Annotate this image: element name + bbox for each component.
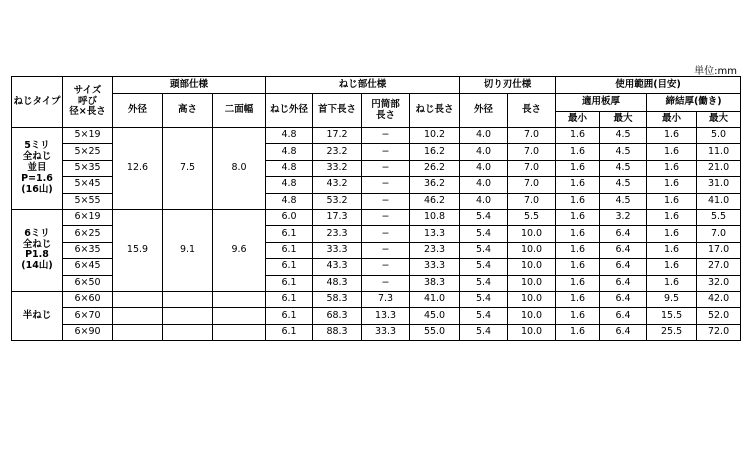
thread-length-cell: 16.2 <box>410 144 460 160</box>
thread-outer-diameter-cell: 6.1 <box>266 275 313 291</box>
thread-outer-diameter-cell: 4.8 <box>266 177 313 193</box>
screw-type-line: 全ねじ <box>22 238 52 250</box>
fasten-min-cell: 1.6 <box>647 242 697 258</box>
cylinder-length-cell: − <box>362 275 410 291</box>
cylinder-length-cell: − <box>362 226 410 242</box>
under-head-length-cell: 17.2 <box>313 128 362 144</box>
thread-outer-diameter-cell: 6.0 <box>266 209 313 225</box>
fasten-min-cell: 1.6 <box>647 144 697 160</box>
cut-length-cell: 10.0 <box>508 259 556 275</box>
cut-length-cell: 7.0 <box>508 193 556 209</box>
header-thread-spec: ねじ部仕様 <box>266 77 460 94</box>
cut-length-cell: 10.0 <box>508 242 556 258</box>
plate-min-cell: 1.6 <box>556 291 600 307</box>
cylinder-length-cell: 13.3 <box>362 308 410 324</box>
header-fasten-max: 最大 <box>697 112 741 128</box>
cut-length-cell: 7.0 <box>508 177 556 193</box>
fasten-min-cell: 1.6 <box>647 259 697 275</box>
fasten-min-cell: 1.6 <box>647 193 697 209</box>
cut-length-cell: 7.0 <box>508 144 556 160</box>
thread-length-cell: 45.0 <box>410 308 460 324</box>
cut-length-cell: 5.5 <box>508 209 556 225</box>
fasten-max-cell: 31.0 <box>697 177 741 193</box>
cut-outer-diameter-cell: 5.4 <box>460 275 508 291</box>
fasten-min-cell: 1.6 <box>647 226 697 242</box>
fasten-max-cell: 17.0 <box>697 242 741 258</box>
table-row <box>12 209 741 225</box>
thread-outer-diameter-cell: 6.1 <box>266 308 313 324</box>
cylinder-length-cell: 33.3 <box>362 324 410 340</box>
fasten-min-cell: 25.5 <box>647 324 697 340</box>
fasten-min-cell: 1.6 <box>647 128 697 144</box>
thread-outer-diameter-cell: 6.1 <box>266 259 313 275</box>
screw-type-line: 半ねじ <box>22 309 52 321</box>
cut-length-cell: 10.0 <box>508 291 556 307</box>
head-height-cell: 7.5 <box>163 128 213 210</box>
header-applicable-plate: 適用板厚 <box>556 94 647 112</box>
plate-max-cell: 6.4 <box>600 324 647 340</box>
fasten-max-cell: 21.0 <box>697 160 741 176</box>
size-cell: 6×45 <box>63 259 113 275</box>
thread-length-cell: 10.8 <box>410 209 460 225</box>
thread-outer-diameter-cell: 4.8 <box>266 193 313 209</box>
cylinder-length-cell: − <box>362 128 410 144</box>
size-cell: 5×35 <box>63 160 113 176</box>
screw-type-line: P=1.6 <box>21 172 53 184</box>
table-row <box>12 308 741 324</box>
cylinder-length-cell: − <box>362 160 410 176</box>
plate-min-cell: 1.6 <box>556 275 600 291</box>
screw-type-line: (16山) <box>21 183 53 195</box>
header-head-spec: 頭部仕様 <box>113 77 266 94</box>
cylinder-length-cell: − <box>362 177 410 193</box>
head-outer-diameter-cell <box>113 291 163 307</box>
thread-length-cell: 26.2 <box>410 160 460 176</box>
head-width-across-flats-cell: 9.6 <box>213 209 266 291</box>
head-height-cell <box>163 291 213 307</box>
cut-outer-diameter-cell: 4.0 <box>460 177 508 193</box>
thread-outer-diameter-cell: 6.1 <box>266 242 313 258</box>
cylinder-length-cell: − <box>362 242 410 258</box>
cut-outer-diameter-cell: 4.0 <box>460 193 508 209</box>
screw-type-cell <box>12 128 63 210</box>
plate-min-cell: 1.6 <box>556 242 600 258</box>
screw-type-line: 6ミリ <box>24 227 50 239</box>
head-height-cell <box>163 308 213 324</box>
under-head-length-cell: 43.2 <box>313 177 362 193</box>
thread-length-cell: 55.0 <box>410 324 460 340</box>
header-usage-range: 使用範囲(目安) <box>556 77 741 94</box>
cut-outer-diameter-cell: 5.4 <box>460 209 508 225</box>
plate-min-cell: 1.6 <box>556 144 600 160</box>
header-fastening-thickness: 締結厚(働き) <box>647 94 741 112</box>
size-cell: 5×25 <box>63 144 113 160</box>
cylinder-length-cell: − <box>362 259 410 275</box>
cylinder-length-cell: − <box>362 144 410 160</box>
size-cell: 6×35 <box>63 242 113 258</box>
fasten-max-cell: 72.0 <box>697 324 741 340</box>
cylinder-length-cell: − <box>362 193 410 209</box>
thread-length-cell: 38.3 <box>410 275 460 291</box>
under-head-length-cell: 23.2 <box>313 144 362 160</box>
plate-max-cell: 4.5 <box>600 160 647 176</box>
fasten-max-cell: 5.5 <box>697 209 741 225</box>
cut-outer-diameter-cell: 4.0 <box>460 144 508 160</box>
plate-max-cell: 3.2 <box>600 209 647 225</box>
fasten-min-cell: 15.5 <box>647 308 697 324</box>
screw-type-line: P1.8 <box>25 249 49 261</box>
size-cell: 6×25 <box>63 226 113 242</box>
header-cut-length: 長さ <box>508 94 556 128</box>
thread-length-cell: 36.2 <box>410 177 460 193</box>
thread-outer-diameter-cell: 6.1 <box>266 291 313 307</box>
thread-outer-diameter-cell: 6.1 <box>266 324 313 340</box>
unit-label: 単位:mm <box>694 66 737 77</box>
table-row <box>12 291 741 307</box>
under-head-length-cell: 43.3 <box>313 259 362 275</box>
table-row <box>12 324 741 340</box>
fasten-max-cell: 7.0 <box>697 226 741 242</box>
plate-max-cell: 6.4 <box>600 291 647 307</box>
under-head-length-cell: 17.3 <box>313 209 362 225</box>
plate-max-cell: 4.5 <box>600 144 647 160</box>
head-width-across-flats-cell: 8.0 <box>213 128 266 210</box>
header-cylinder-length: 円筒部 長さ <box>362 94 410 128</box>
under-head-length-cell: 58.3 <box>313 291 362 307</box>
fasten-max-cell: 27.0 <box>697 259 741 275</box>
fasten-min-cell: 1.6 <box>647 177 697 193</box>
thread-length-cell: 46.2 <box>410 193 460 209</box>
cut-length-cell: 7.0 <box>508 128 556 144</box>
header-under-head-length: 首下長さ <box>313 94 362 128</box>
thread-length-cell: 33.3 <box>410 259 460 275</box>
under-head-length-cell: 88.3 <box>313 324 362 340</box>
plate-min-cell: 1.6 <box>556 259 600 275</box>
thread-outer-diameter-cell: 4.8 <box>266 160 313 176</box>
cylinder-length-cell: 7.3 <box>362 291 410 307</box>
plate-max-cell: 4.5 <box>600 177 647 193</box>
plate-min-cell: 1.6 <box>556 324 600 340</box>
header-head-height: 高さ <box>163 94 213 128</box>
plate-max-cell: 6.4 <box>600 242 647 258</box>
screw-type-line: (14山) <box>21 260 53 272</box>
size-cell: 6×50 <box>63 275 113 291</box>
screw-type-cell <box>12 209 63 291</box>
header-plate-min: 最小 <box>556 112 600 128</box>
head-outer-diameter-cell: 12.6 <box>113 128 163 210</box>
screw-type-line: 全ねじ <box>22 151 52 163</box>
header-plate-max: 最大 <box>600 112 647 128</box>
fasten-max-cell: 52.0 <box>697 308 741 324</box>
fasten-max-cell: 5.0 <box>697 128 741 144</box>
cut-length-cell: 10.0 <box>508 308 556 324</box>
plate-min-cell: 1.6 <box>556 160 600 176</box>
header-fasten-min: 最小 <box>647 112 697 128</box>
thread-length-cell: 13.3 <box>410 226 460 242</box>
plate-min-cell: 1.6 <box>556 128 600 144</box>
header-head-outer-diameter: 外径 <box>113 94 163 128</box>
header-head-width-across-flats: 二面幅 <box>213 94 266 128</box>
under-head-length-cell: 33.2 <box>313 160 362 176</box>
cut-outer-diameter-cell: 5.4 <box>460 259 508 275</box>
head-width-across-flats-cell <box>213 291 266 307</box>
under-head-length-cell: 68.3 <box>313 308 362 324</box>
under-head-length-cell: 33.3 <box>313 242 362 258</box>
plate-min-cell: 1.6 <box>556 177 600 193</box>
size-cell: 6×60 <box>63 291 113 307</box>
plate-max-cell: 4.5 <box>600 193 647 209</box>
cut-length-cell: 10.0 <box>508 226 556 242</box>
plate-max-cell: 6.4 <box>600 308 647 324</box>
head-outer-diameter-cell: 15.9 <box>113 209 163 291</box>
cut-length-cell: 10.0 <box>508 324 556 340</box>
table-row <box>12 128 741 144</box>
thread-length-cell: 10.2 <box>410 128 460 144</box>
fasten-min-cell: 1.6 <box>647 275 697 291</box>
under-head-length-cell: 53.2 <box>313 193 362 209</box>
cut-outer-diameter-cell: 5.4 <box>460 242 508 258</box>
size-cell: 5×19 <box>63 128 113 144</box>
header-cut-spec: 切り刃仕様 <box>460 77 556 94</box>
cut-outer-diameter-cell: 5.4 <box>460 226 508 242</box>
thread-length-cell: 41.0 <box>410 291 460 307</box>
size-cell: 6×90 <box>63 324 113 340</box>
thread-outer-diameter-cell: 4.8 <box>266 144 313 160</box>
size-cell: 5×55 <box>63 193 113 209</box>
spec-table-body <box>12 128 741 341</box>
head-width-across-flats-cell <box>213 308 266 324</box>
plate-max-cell: 6.4 <box>600 226 647 242</box>
screw-type-line: 並目 <box>27 162 47 174</box>
fasten-max-cell: 42.0 <box>697 291 741 307</box>
thread-outer-diameter-cell: 6.1 <box>266 226 313 242</box>
fasten-min-cell: 9.5 <box>647 291 697 307</box>
fasten-max-cell: 41.0 <box>697 193 741 209</box>
header-size: サイズ 呼び 径×長さ <box>63 77 113 128</box>
plate-max-cell: 4.5 <box>600 128 647 144</box>
cut-outer-diameter-cell: 4.0 <box>460 128 508 144</box>
thread-outer-diameter-cell: 4.8 <box>266 128 313 144</box>
thread-length-cell: 23.3 <box>410 242 460 258</box>
head-height-cell <box>163 324 213 340</box>
plate-max-cell: 6.4 <box>600 259 647 275</box>
fasten-min-cell: 1.6 <box>647 209 697 225</box>
size-cell: 6×19 <box>63 209 113 225</box>
head-width-across-flats-cell <box>213 324 266 340</box>
cut-outer-diameter-cell: 5.4 <box>460 291 508 307</box>
plate-max-cell: 6.4 <box>600 275 647 291</box>
plate-min-cell: 1.6 <box>556 193 600 209</box>
screw-type-cell <box>12 291 63 340</box>
under-head-length-cell: 48.3 <box>313 275 362 291</box>
screw-type-line: 5ミリ <box>24 140 50 152</box>
header-thread-length: ねじ長さ <box>410 94 460 128</box>
head-height-cell: 9.1 <box>163 209 213 291</box>
header-thread-outer-diameter: ねじ外径 <box>266 94 313 128</box>
cut-outer-diameter-cell: 5.4 <box>460 308 508 324</box>
cylinder-length-cell: − <box>362 209 410 225</box>
cut-outer-diameter-cell: 4.0 <box>460 160 508 176</box>
size-cell: 6×70 <box>63 308 113 324</box>
header-type: ねじタイプ <box>12 77 63 128</box>
size-cell: 5×45 <box>63 177 113 193</box>
cut-length-cell: 7.0 <box>508 160 556 176</box>
head-outer-diameter-cell <box>113 308 163 324</box>
plate-min-cell: 1.6 <box>556 226 600 242</box>
cut-length-cell: 10.0 <box>508 275 556 291</box>
fasten-max-cell: 32.0 <box>697 275 741 291</box>
cut-outer-diameter-cell: 5.4 <box>460 324 508 340</box>
under-head-length-cell: 23.3 <box>313 226 362 242</box>
plate-min-cell: 1.6 <box>556 209 600 225</box>
head-outer-diameter-cell <box>113 324 163 340</box>
plate-min-cell: 1.6 <box>556 308 600 324</box>
fasten-max-cell: 11.0 <box>697 144 741 160</box>
spec-table <box>11 76 741 341</box>
fasten-min-cell: 1.6 <box>647 160 697 176</box>
header-cut-outer-diameter: 外径 <box>460 94 508 128</box>
